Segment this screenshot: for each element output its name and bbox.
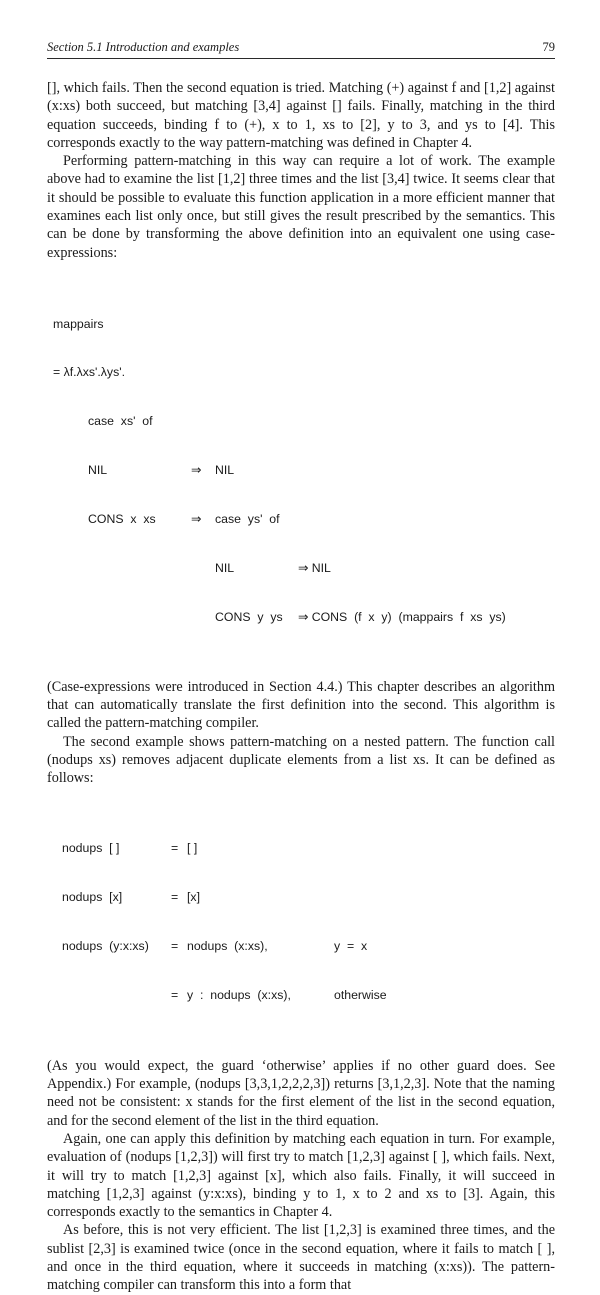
paragraph-3: (Case-expressions were introduced in Section 4.4.) This chapter describes an algorithm that can automatically translate the first definition into the second. This algorithm is called the pattern-matching compiler. — [47, 678, 555, 732]
code-pattern: CONS y ys — [215, 609, 283, 624]
running-head — [47, 40, 555, 59]
code-rhs: y : nodups (x:xs), — [187, 987, 291, 1002]
paragraph-4: The second example shows pattern-matching on a nested pattern. The function call (nodups xs) removes adjacent duplicate elements from a list xs. It can be defined as follows: — [47, 733, 555, 787]
arrow-symbol: ⇒ — [191, 463, 202, 478]
equals-symbol: = — [171, 841, 179, 856]
equals-symbol: = — [171, 987, 179, 1002]
code-result: NIL — [215, 463, 235, 478]
code-result: case ys' of — [215, 512, 280, 527]
code-rhs: [x] — [187, 890, 200, 905]
code-line: case xs' of — [88, 414, 153, 429]
page-number: 79 — [542, 40, 555, 54]
code-lhs: nodups [ ] — [62, 841, 120, 856]
equals-symbol: = — [171, 890, 179, 905]
paragraph-2: Performing pattern-matching in this way can require a lot of work. The example above had to examine the list [1,2] three times and the list [3,4] twice. It seems clear that it should be possible to evaluate this function application in a more efficient manner that examines each list only once, but still gives the result prescribed by the semantics. This can be done by transforming the above definition into an equivalent one using case-expressions: — [47, 153, 555, 261]
code-result: ⇒ NIL — [298, 561, 331, 576]
equals-symbol: = — [171, 938, 179, 953]
code-lhs: nodups (y:x:xs) — [62, 938, 149, 953]
code-pattern: NIL — [88, 463, 108, 478]
code-lhs: nodups [x] — [62, 890, 123, 905]
code-result: ⇒ CONS (f x y) (mappairs f xs ys) — [298, 609, 506, 624]
paragraph-7: As before, this is not very efficient. The list [1,2,3] is examined three times, and the sublist [2,3] is examined twice (once in the second equation, where it fails to match [ ], and once in the third equation, where it succeeds in matching (x:xs)). The pattern-matching compiler can transform this into a form that — [47, 1222, 555, 1294]
code-block-nodups — [62, 808, 555, 1036]
code-rhs: [ ] — [187, 841, 198, 856]
section-title: Section 5.1 Introduction and examples — [47, 40, 240, 54]
book-page — [47, 40, 555, 1295]
paragraph-5: (As you would expect, the guard ‘otherwise’ applies if no other guard does. See Appendix.) For example, (nodups [3,3,1,2,2,2,3]) returns [3,1,2,3]. Note that the naming need not be consistent: x stands for the first element of the list in the second equation, and for the second element of the list in the third equation. — [47, 1057, 555, 1129]
paragraph-1: [], which fails. Then the second equation is tried. Matching (+) against f and [1,2] against (x:xs) both succeed, but matching [3,4] against [] fails. Finally, matching in the third equation succeeds, binding f to (+), x to 1, xs to [2], y to 3, and ys to [4]. This corresponds exactly to the way pattern-matching was defined in Chapter 4. — [47, 80, 555, 151]
arrow-symbol: ⇒ — [191, 512, 202, 527]
code-guard: otherwise — [334, 987, 387, 1002]
code-pattern: NIL — [215, 561, 235, 576]
code-line: = λf.λxs'.λys'. — [53, 365, 125, 380]
code-rhs: nodups (x:xs), — [187, 938, 268, 953]
code-block-mappairs — [53, 283, 555, 658]
paragraph-6: Again, one can apply this definition by matching each equation in turn. For example, evaluation of (nodups [1,2,3]) will first try to match [1,2,3] against [ ], which fails. Next, it will try to match [1,2,3] against [x], which also fails. Finally, it will succeed in matching [1,2,3] against (y:x:xs), binding y to 1, x to 2 and xs to [3]. Again, this corresponds exactly to the semantics in Chapter 4. — [47, 1130, 555, 1221]
code-line: mappairs — [53, 316, 104, 331]
code-pattern: CONS x xs — [88, 512, 156, 527]
code-guard: y = x — [334, 938, 368, 953]
